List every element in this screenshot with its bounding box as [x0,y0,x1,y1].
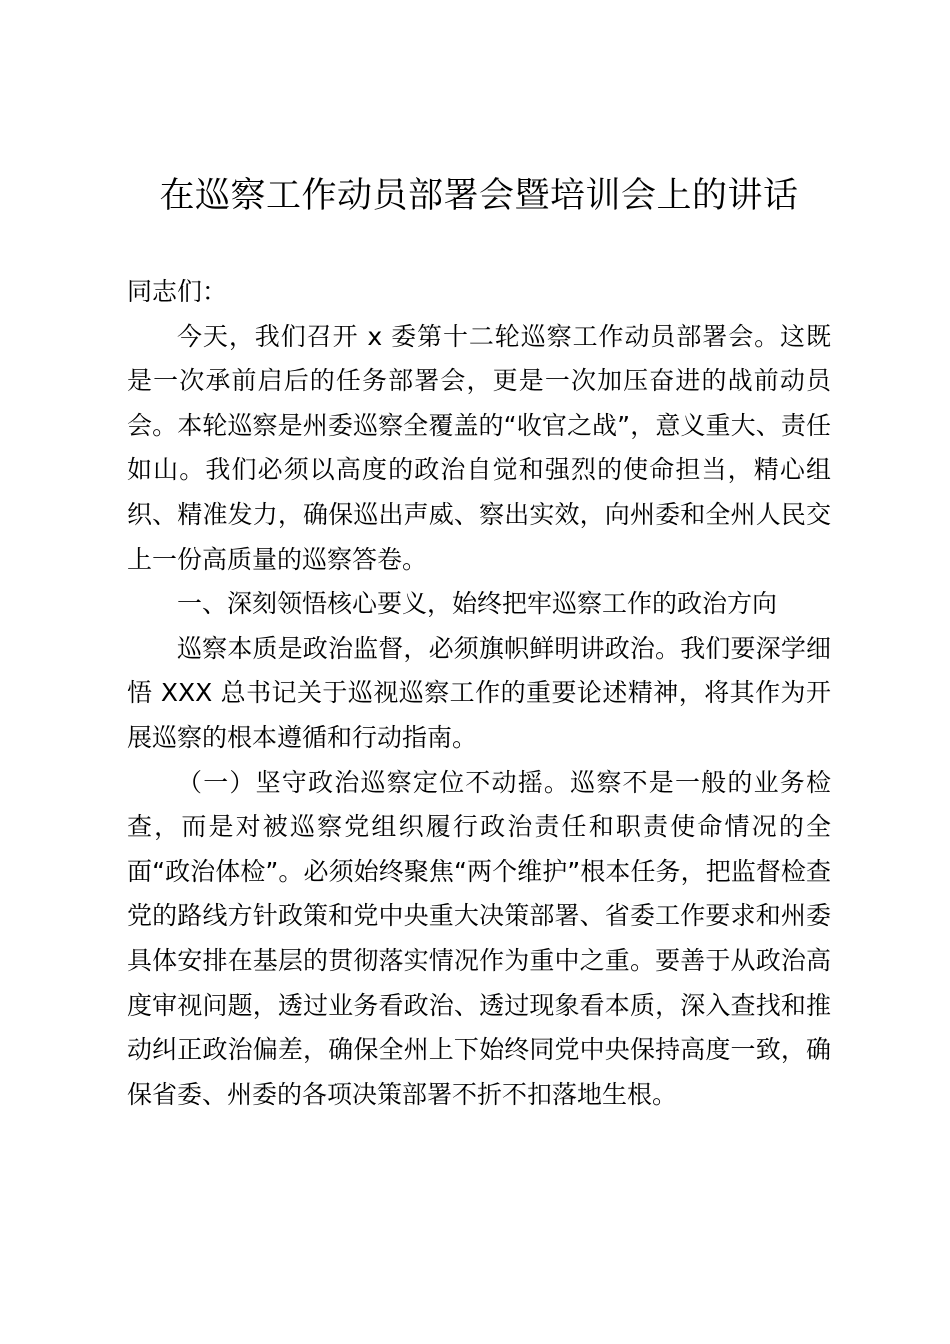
opening-paragraph: 今天，我们召开 x 委第十二轮巡察工作动员部署会。这既是一次承前启后的任务部署会，更是一次加压奋进的战前动员会。本轮巡察是州委巡察全覆盖的“收官之战”，意义重大、责任如山。我们必须以高度的政治自觉和强烈的使命担当，精心组织、精准发力，确保巡出声威、察出实效，向州委和全州人民交上一份高质量的巡察答卷。 [127,321,831,574]
section-heading-1: 一、深刻领悟核心要义，始终把牢巡察工作的政治方向 [177,589,778,619]
section-1-intro-paragraph: 巡察本质是政治监督，必须旗帜鲜明讲政治。我们要深学细悟 XXX 总书记关于巡视巡察工作的重要论述精神，将其作为开展巡察的根本遵循和行动指南。 [127,633,831,752]
document-body [127,270,831,1117]
document-title: 在巡察工作动员部署会暨培训会上的讲话 [159,176,799,216]
subsection-1-paragraph: （一）坚守政治巡察定位不动摇。巡察不是一般的业务检查，而是对被巡察党组织履行政治责任和职责使命情况的全面“政治体检”。必须始终聚焦“两个维护”根本任务，把监督检查党的路线方针政策和党中央重大决策部署、省委工作要求和州委具体安排在基层的贯彻落实情况作为重中之重。要善于从政治高度审视问题，透过业务看政治、透过现象看本质，深入查找和推动纠正政治偏差，确保全州上下始终同党中央保持高度一致，确保省委、州委的各项决策部署不折不扣落地生根。 [127,767,831,1109]
salutation: 同志们： [127,277,228,306]
